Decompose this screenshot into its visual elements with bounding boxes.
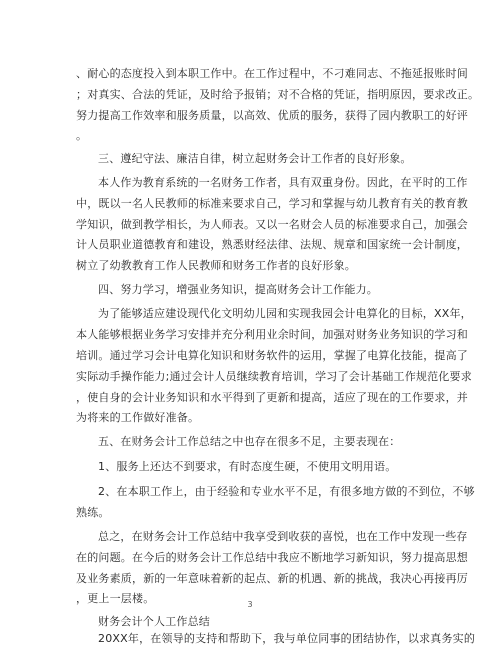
text-line: 计人员职业道德教育和建设，熟悉财经法律、法规、规章和国家统一会计制度， — [76, 238, 468, 251]
text-line: 20XX年，在领导的支持和帮助下，我与单位同事的团结协作，以求真务实的 — [98, 632, 476, 645]
section-heading: 五、在财务会计工作总结之中也存在很多不足，主要表现在： — [98, 435, 401, 448]
text-line: 本人作为教育系统的一名财务工作者，具有双重身份。因此，在平时的工作 — [98, 176, 468, 189]
text-line: 实际动手操作能力;通过会计人员继续教育培训，学习了会计基础工作规范化要求 — [76, 370, 472, 383]
section-heading: 四、努力学习，增强业务知识，提高财务会计工作能力。 — [98, 283, 378, 296]
text-line: 树立了幼教教育工作人民教师和财务工作者的良好形象。 — [76, 259, 356, 272]
text-line: 学知识，做到教学相长，为人师表。又以一名财会人员的标准要求自己，加强会 — [76, 218, 468, 231]
list-item: 1、服务上还达不到要求，有时态度生硬，不使用文明用语。 — [98, 460, 397, 473]
text-line: 。 — [76, 129, 88, 142]
text-line: 为将来的工作做好准备。 — [76, 411, 200, 424]
text-line: 为了能够适应建设现代化文明幼儿园和实现我园会计电算化的目标，XX年， — [98, 307, 472, 320]
text-line: ，使自身的会计业务知识和水平得到了更新和提高，适应了现在的工作要求，并 — [76, 391, 468, 404]
text-line: ，更上一层楼。 — [76, 592, 155, 605]
text-line: 培训。通过学习会计电算化知识和财务软件的运用，掌握了电算化技能，提高了 — [76, 349, 468, 362]
text-line: 、耐心的态度投入到本职工作中。在工作过程中，不刁难同志、不拖延报账时间 — [76, 67, 468, 80]
page-number: 3 — [247, 600, 253, 609]
text-line: 熟练。 — [76, 506, 110, 519]
text-line: 及业务素质，新的一年意味着新的起点、新的机遇、新的挑战，我决心再接再厉 — [76, 572, 468, 585]
text-line: 总之，在财务会计工作总结中我享受到收获的喜悦，也在工作中发现一些存 — [98, 530, 468, 543]
text-line: 努力提高工作效率和服务质量，以高效、优质的服务，获得了园内教职工的好评 — [76, 109, 468, 122]
text-line: 本人能够根据业务学习安排并充分利用业余时间，加强对财务业务知识的学习和 — [76, 328, 468, 341]
text-line: 中，既以一名人民教师的标准来要求自己，学习和掌握与幼儿教育有关的教育教 — [76, 197, 468, 210]
document-subtitle: 财务会计个人工作总结 — [98, 615, 210, 628]
text-line: ；对真实、合法的凭证，及时给予报销；对不合格的凭证，指明原因，要求改正。 — [76, 88, 480, 101]
section-heading: 三、遵纪守法、廉洁自律，树立起财务会计工作者的良好形象。 — [98, 152, 412, 165]
list-item: 2、在本职工作上，由于经验和专业水平不足，有很多地方做的不到位，不够 — [98, 485, 475, 498]
text-line: 在的问题。在今后的财务会计工作总结中我应不断地学习新知识，努力提高思想 — [76, 551, 468, 564]
